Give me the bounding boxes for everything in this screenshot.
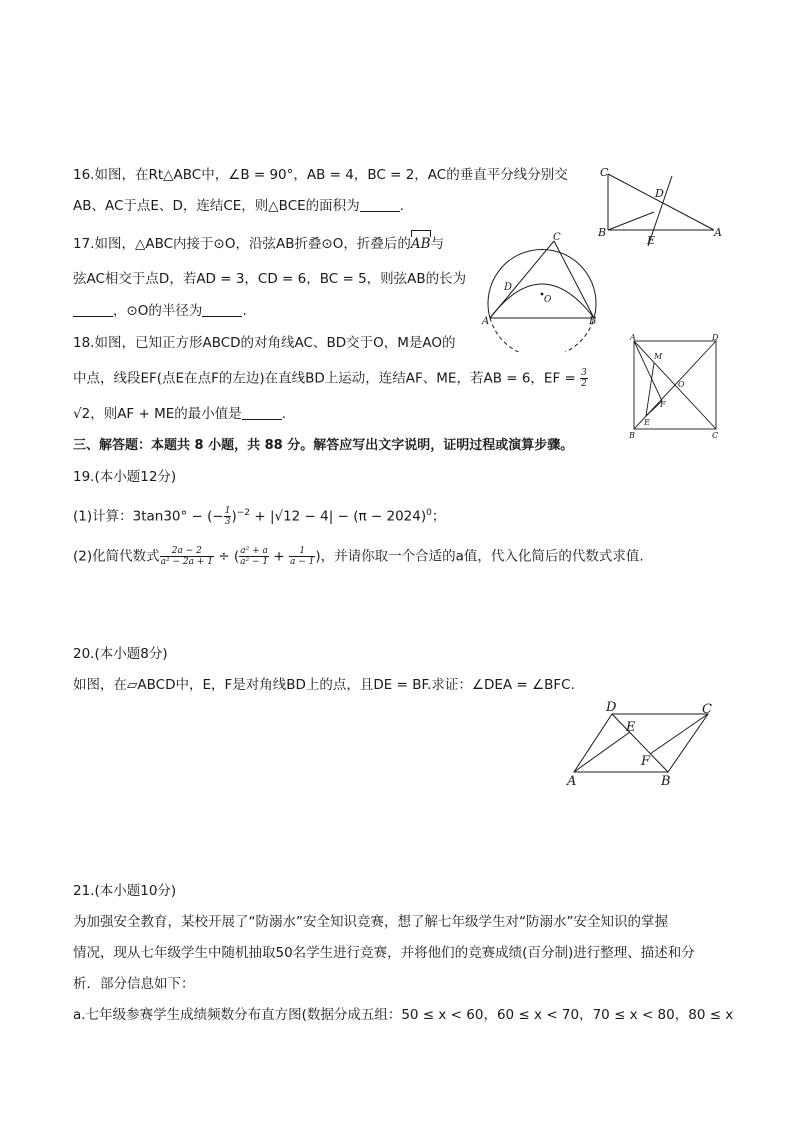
q21-line3: 析．部分信息如下： xyxy=(73,976,195,992)
q17-line2: 弦AC相交于点D，若AD = 3，CD = 6，BC = 5，则弦AB的长为 xyxy=(73,271,467,287)
answer-blank[interactable] xyxy=(73,304,113,317)
fraction-3-2: $\frac{3}{2}$ xyxy=(581,368,587,389)
fig18-label-f: F xyxy=(660,400,666,409)
fig16-label-b: B xyxy=(598,226,607,239)
fig18-label-e: E xyxy=(644,418,650,427)
fig18-label-d: D xyxy=(712,333,719,342)
q20-line1: 如图，在▱ABCD中，E，F是对角线BD上的点，且DE = BF.求证：∠DEA = ∠BFC. xyxy=(73,677,575,693)
answer-blank[interactable] xyxy=(202,304,242,317)
fraction-1-3: $\frac{1}{3}$ xyxy=(224,506,231,527)
q21-line2: 情况，现从七年级学生中随机抽取50名学生进行竞赛，并将他们的竞赛成绩(百分制)进行整理、描述和分 xyxy=(73,945,695,961)
q16-line1: 16.如图，在Rt△ABC中，∠B = 90°，AB = 4，BC = 2，AC的垂直平分线分别交 xyxy=(73,167,568,183)
fig18-label-c: C xyxy=(712,431,719,440)
section-heading: 三、解答题：本题共 8 小题，共 88 分。解答应写出文字说明，证明过程或演算步骤。 xyxy=(73,438,574,453)
fraction-3: $\frac{1}{a - 1}$ xyxy=(290,546,315,567)
fig17-label-d: D xyxy=(504,282,513,293)
fig16-label-a: A xyxy=(714,226,722,239)
fig20-label-f: F xyxy=(641,754,651,769)
fig17-label-c: C xyxy=(553,232,561,243)
fig16-label-c: C xyxy=(600,166,609,179)
arc-ab: AB xyxy=(410,236,431,252)
fig20-label-e: E xyxy=(626,720,636,735)
answer-blank[interactable] xyxy=(242,407,282,420)
q19-part1: (1)计算：3tan30° − (− $\frac{1}{3}$ )$^{-2} + |√12 - 4| - (\pi - 2024)^0$； xyxy=(73,506,446,527)
fig18-label-m: M xyxy=(654,352,663,361)
fig16-label-d: D xyxy=(655,187,664,200)
fig16-label-e: E xyxy=(647,234,656,246)
q16-line2: AB、AC于点E、D，连结CE，则△BCE的面积为 . xyxy=(73,198,404,214)
fig17-label-b: B xyxy=(589,316,597,327)
q19-part2: (2)化简代数式 $\frac{2a - 2}{\text{a² − 2a + 1}}$ ÷ ( $\frac{\text{a² + a}}{\text{a² − 1}}$ + $\frac{1}{a - 1}$ )，并请你取一个合适的a值，代入化简后的代数式求值. xyxy=(73,546,644,567)
q18-line2: 中点，线段EF(点E在点F的左边)在直线BD上运动，连结AF、ME，若AB = 6，EF = $\frac{3}{2}$ xyxy=(73,368,587,389)
q21-line1: 为加强安全教育，某校开展了“防溺水”安全知识竞赛，想了解七年级学生对“防溺水”安全知识的掌握 xyxy=(73,914,668,930)
fig18-label-o: O xyxy=(678,380,685,389)
answer-blank[interactable] xyxy=(360,199,400,212)
figure-q17 xyxy=(480,226,607,352)
fraction-1: $\frac{2a - 2}{\text{a² − 2a + 1}}$ xyxy=(160,546,213,567)
q18-line3: √2，则AF + ME的最小值是 . xyxy=(73,406,287,422)
fig17-label-a: A xyxy=(482,316,490,327)
q19-head: 19.(本小题12分) xyxy=(73,469,177,485)
fraction-2: $\frac{\text{a² + a}}{\text{a² − 1}}$ xyxy=(240,546,269,567)
fig20-label-a: A xyxy=(567,774,577,789)
fig18-label-a: A xyxy=(630,333,636,342)
figure-q16 xyxy=(596,164,726,246)
fig18-label-b: B xyxy=(629,431,635,440)
q21-line4: a.七年级参赛学生成绩频数分布直方图(数据分成五组：50 ≤ x < 60，60 ≤ x < 70，70 ≤ x < 80，80 ≤ x xyxy=(73,1007,734,1023)
q17-line1: 17.如图，△ABC内接于⊙O，沿弦AB折叠⊙O，折叠后的AB与 xyxy=(73,236,445,252)
figure-q18 xyxy=(626,331,726,441)
q17-line3: ，⊙O的半径为 . xyxy=(73,302,247,320)
fig20-label-b: B xyxy=(661,774,671,789)
q18-line1: 18.如图，已知正方形ABCD的对角线AC、BD交于O，M是AO的 xyxy=(73,335,456,351)
fig20-label-c: C xyxy=(702,702,712,717)
q20-head: 20.(本小题8分) xyxy=(73,646,168,662)
q21-head: 21.(本小题10分) xyxy=(73,883,177,899)
figure-q20 xyxy=(560,698,720,790)
fig20-label-d: D xyxy=(606,700,617,715)
fig17-label-o: O xyxy=(544,295,552,305)
